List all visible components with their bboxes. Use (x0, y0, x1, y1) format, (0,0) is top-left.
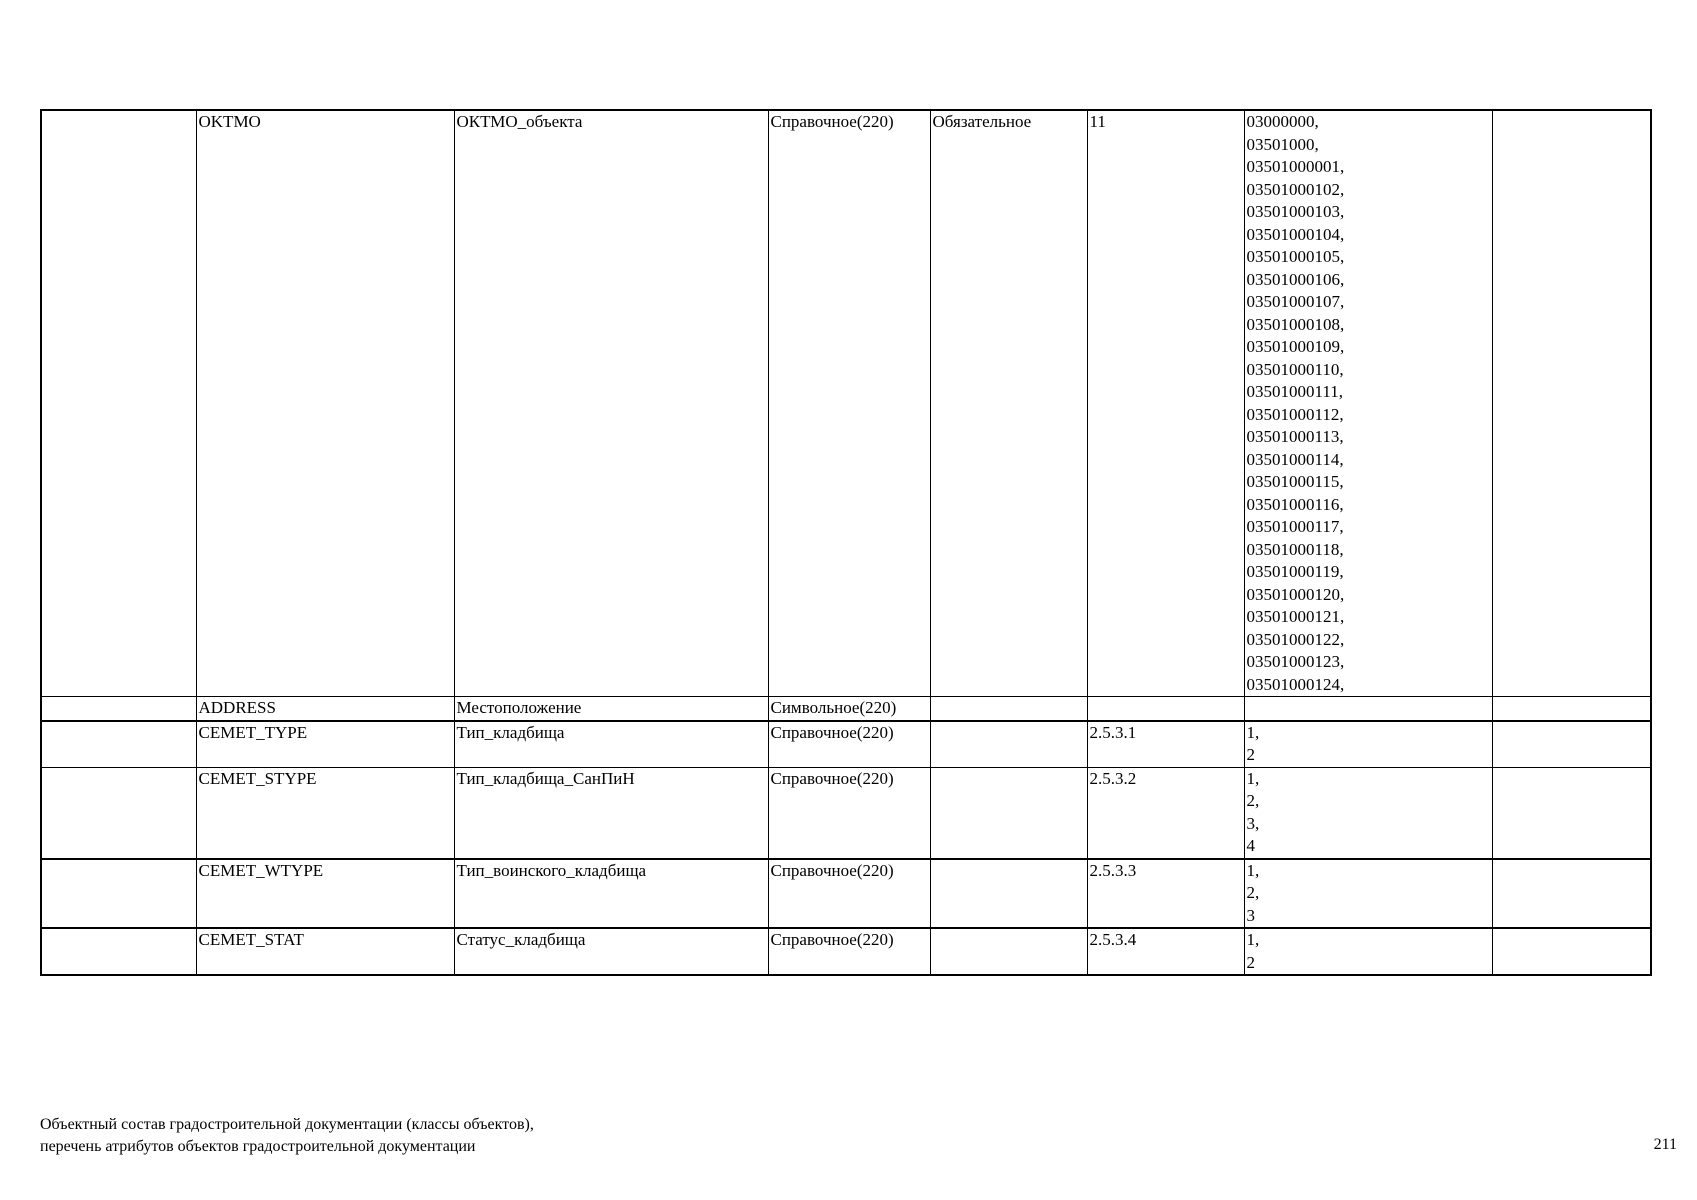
allowed-value: 1, (1246, 930, 1260, 949)
attribute-type-cell: Справочное(220) (768, 928, 930, 975)
attribute-code-cell: ADDRESS (196, 697, 454, 721)
page-number: 211 (1653, 1136, 1677, 1153)
empty-cell (41, 110, 196, 697)
table-row (41, 928, 1651, 975)
table-row (41, 859, 1651, 929)
reference-cell: 2.5.3.3 (1087, 859, 1244, 929)
allowed-values-cell (1244, 110, 1492, 697)
reference-cell: 11 (1087, 110, 1244, 697)
required-flag-cell: Обязательное (930, 110, 1087, 697)
attribute-name-cell: Тип_воинского_кладбища (454, 859, 768, 929)
allowed-value: 03000000, (1246, 112, 1319, 131)
allowed-value: 03501000103, (1246, 202, 1345, 221)
table-row (41, 767, 1651, 859)
allowed-value: 1, (1246, 768, 1260, 788)
attribute-type-cell: Символьное(220) (768, 697, 930, 721)
attribute-name-cell: Местоположение (454, 697, 768, 721)
attribute-name-cell: Статус_кладбища (454, 928, 768, 975)
notes-cell (1492, 697, 1651, 721)
footer-line-2: перечень атрибутов объектов градостроительной документации (40, 1138, 476, 1155)
attribute-code-cell: CEMET_STYPE (196, 767, 454, 859)
allowed-values-cell (1244, 859, 1492, 929)
notes-cell (1492, 859, 1651, 929)
allowed-value: 03501000112, (1246, 404, 1344, 424)
attribute-name-cell: Тип_кладбища_СанПиН (454, 767, 768, 859)
attribute-name-cell: ОКТМО_объекта (454, 110, 768, 697)
allowed-value: 03501000001, (1246, 157, 1345, 176)
allowed-values-cell (1244, 928, 1492, 975)
document-footer (40, 1114, 534, 1158)
notes-cell (1492, 928, 1651, 975)
allowed-value: 03501000, (1246, 134, 1319, 154)
allowed-value: 2 (1246, 745, 1255, 764)
footer-line-1: Объектный состав градостроительной документации (классы объектов), (40, 1116, 534, 1133)
attributes-table (40, 109, 1652, 976)
allowed-value: 2 (1246, 952, 1255, 972)
allowed-value: 1, (1246, 860, 1260, 880)
allowed-value: 03501000122, (1246, 629, 1345, 649)
allowed-value: 03501000104, (1246, 224, 1345, 244)
allowed-value: 03501000109, (1246, 337, 1345, 356)
required-flag-cell (930, 767, 1087, 859)
attribute-name-cell: Тип_кладбища (454, 721, 768, 768)
notes-cell (1492, 767, 1651, 859)
allowed-value: 03501000120, (1246, 584, 1345, 604)
required-flag-cell (930, 859, 1087, 929)
allowed-value: 3 (1246, 905, 1255, 925)
attribute-type-cell: Справочное(220) (768, 767, 930, 859)
reference-cell (1087, 697, 1244, 721)
attribute-type-cell: Справочное(220) (768, 859, 930, 929)
allowed-values-cell (1244, 721, 1492, 768)
allowed-value: 03501000106, (1246, 269, 1345, 289)
required-flag-cell (930, 928, 1087, 975)
notes-cell (1492, 110, 1651, 697)
attribute-type-cell: Справочное(220) (768, 721, 930, 768)
reference-cell: 2.5.3.2 (1087, 767, 1244, 859)
table-row (41, 721, 1651, 768)
allowed-value: 03501000107, (1246, 292, 1345, 311)
allowed-value: 2, (1246, 883, 1260, 902)
empty-cell (41, 721, 196, 768)
allowed-value: 03501000115, (1246, 472, 1344, 491)
allowed-value: 03501000114, (1246, 449, 1344, 469)
allowed-value: 03501000124, (1246, 674, 1345, 694)
allowed-value: 1, (1246, 722, 1260, 742)
attribute-code-cell: CEMET_TYPE (196, 721, 454, 768)
allowed-value: 03501000116, (1246, 494, 1344, 514)
allowed-value: 03501000118, (1246, 539, 1344, 559)
reference-cell: 2.5.3.1 (1087, 721, 1244, 768)
reference-cell: 2.5.3.4 (1087, 928, 1244, 975)
allowed-value: 03501000117, (1246, 517, 1344, 536)
table-row (41, 697, 1651, 721)
table-row (41, 110, 1651, 697)
required-flag-cell (930, 697, 1087, 721)
allowed-value: 2, (1246, 791, 1260, 810)
notes-cell (1492, 721, 1651, 768)
allowed-value: 03501000121, (1246, 607, 1345, 626)
allowed-value: 03501000105, (1246, 247, 1345, 266)
allowed-value: 03501000108, (1246, 314, 1345, 334)
allowed-value: 03501000113, (1246, 427, 1344, 446)
attribute-code-cell: CEMET_STAT (196, 928, 454, 975)
allowed-value: 03501000119, (1246, 562, 1344, 581)
empty-cell (41, 928, 196, 975)
allowed-value: 3, (1246, 813, 1260, 833)
allowed-value: 03501000123, (1246, 652, 1345, 671)
attributes-table-container (40, 109, 1652, 976)
required-flag-cell (930, 721, 1087, 768)
table-body (41, 110, 1651, 975)
allowed-values-cell (1244, 697, 1492, 721)
allowed-values-cell (1244, 767, 1492, 859)
empty-cell (41, 859, 196, 929)
attribute-type-cell: Справочное(220) (768, 110, 930, 697)
allowed-value: 03501000111, (1246, 382, 1343, 401)
allowed-value: 03501000110, (1246, 359, 1344, 379)
allowed-value: 4 (1246, 836, 1255, 855)
empty-cell (41, 697, 196, 721)
attribute-code-cell: OKTMO (196, 110, 454, 697)
allowed-value: 03501000102, (1246, 179, 1345, 199)
attribute-code-cell: CEMET_WTYPE (196, 859, 454, 929)
empty-cell (41, 767, 196, 859)
